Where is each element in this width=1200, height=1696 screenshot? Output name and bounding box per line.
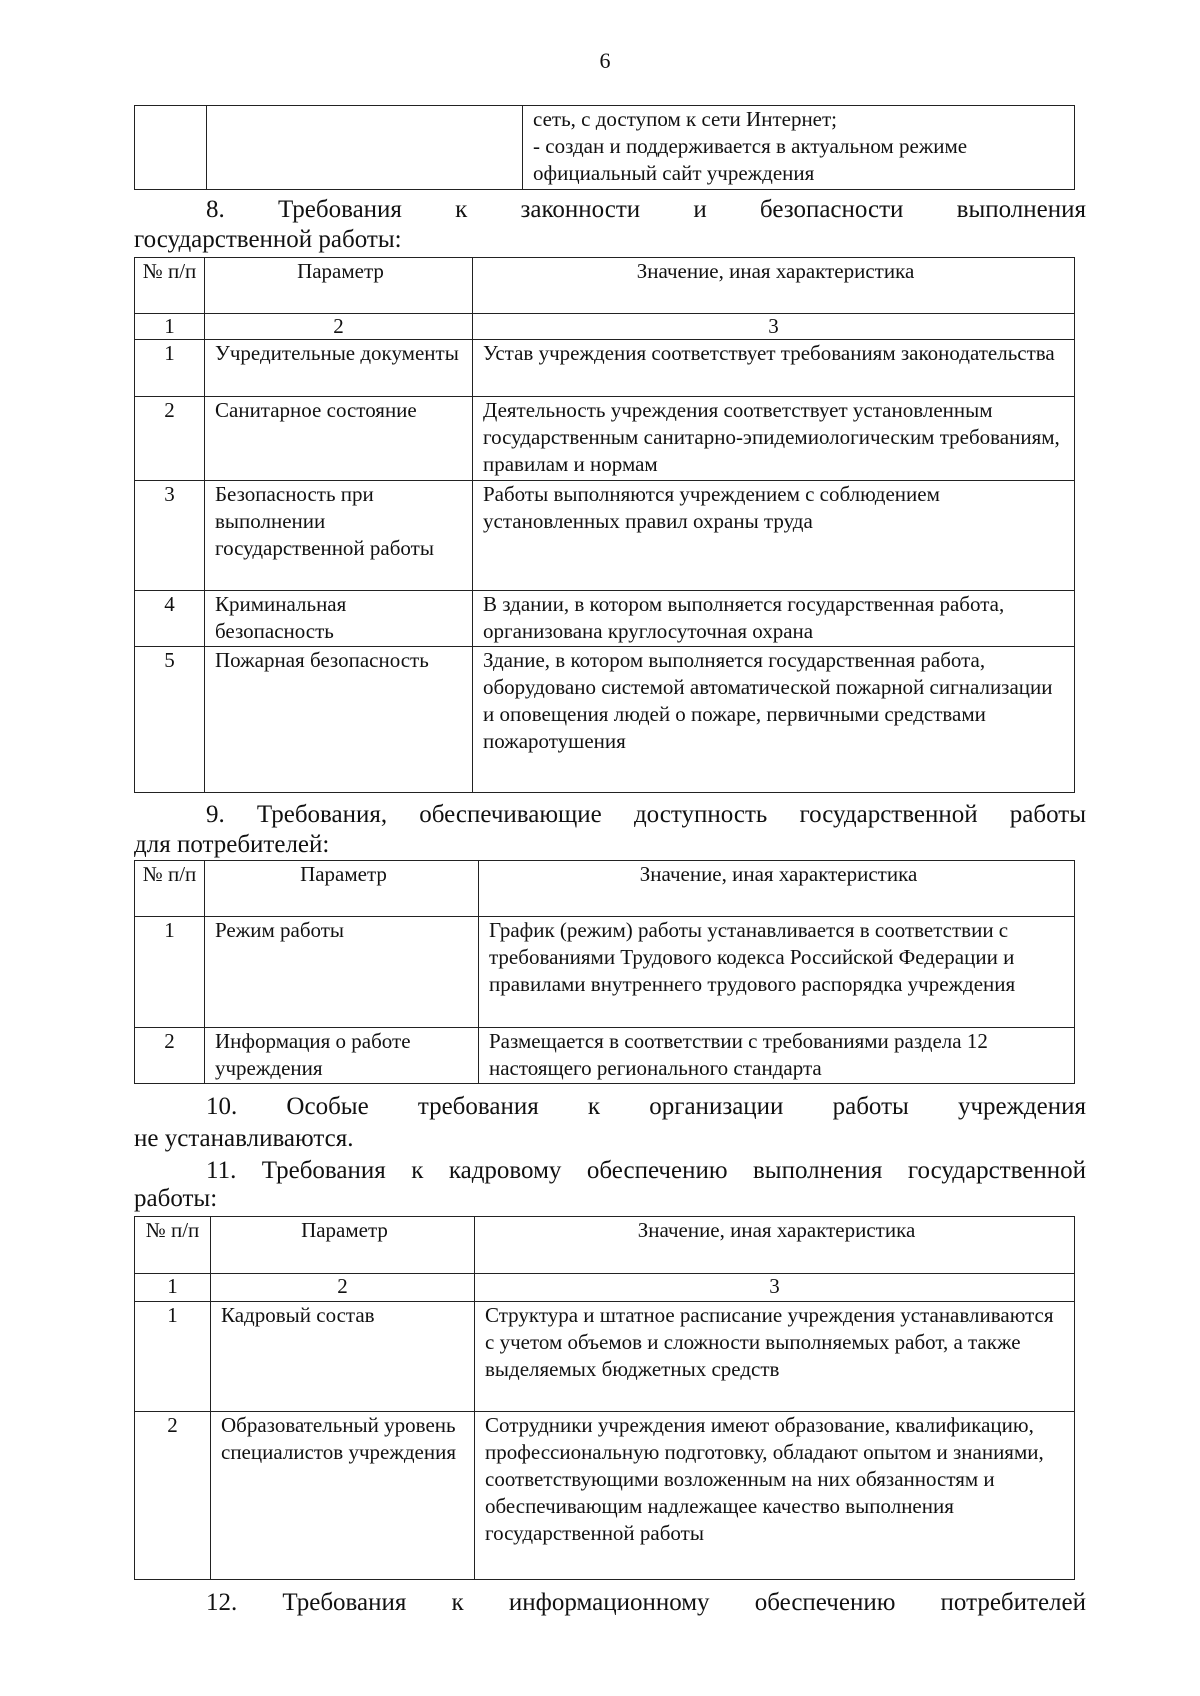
row-number: 5 [135, 647, 205, 793]
column-index: 1 [135, 314, 205, 340]
text-line: сеть, с доступом к сети Интернет; [533, 107, 838, 131]
row-value: В здании, в котором выполняется государственная работа, организована круглосуточная охрана [473, 591, 1075, 647]
table-row [135, 647, 1075, 793]
row-number: 4 [135, 591, 205, 647]
table-row [135, 1412, 1075, 1580]
header-parameter: Параметр [205, 258, 473, 314]
row-value: Деятельность учреждения соответствует установленным государственным санитарно-эпидемиологическим требованиям, правилам и нормам [473, 397, 1075, 481]
header-value: Значение, иная характеристика [473, 258, 1075, 314]
table-row [135, 917, 1075, 1028]
header-number: № п/п [135, 1217, 211, 1274]
row-number: 1 [135, 1302, 211, 1412]
row-parameter: Пожарная безопасность [205, 647, 473, 793]
header-number: № п/п [135, 861, 205, 917]
row-value: Размещается в соответствии с требованиями раздела 12 настоящего регионального стандарта [479, 1028, 1075, 1084]
table-row [135, 1028, 1075, 1084]
page-number: 6 [599, 48, 611, 73]
row-parameter: Кадровый состав [211, 1302, 475, 1412]
table-row [135, 591, 1075, 647]
column-index: 2 [211, 1274, 475, 1302]
row-parameter: Учредительные документы [205, 340, 473, 397]
row-number: 1 [135, 917, 205, 1028]
empty-cell [135, 106, 207, 190]
header-parameter: Параметр [211, 1217, 475, 1274]
table-row [135, 340, 1075, 397]
empty-cell [207, 106, 523, 190]
header-value: Значение, иная характеристика [475, 1217, 1075, 1274]
section-11-heading: 11. Требования к кадровому обеспечению выполнения государственной работы: [134, 1157, 1086, 1212]
row-value: Работы выполняются учреждением с соблюдением установленных правил охраны труда [473, 481, 1075, 591]
row-parameter: Безопасность при выполнении государственной работы [205, 481, 473, 591]
row-value: Структура и штатное расписание учреждения устанавливаются с учетом объемов и сложности выполняемых работ, а также выделяемых бюджетных средств [475, 1302, 1075, 1412]
row-parameter: Информация о работе учреждения [205, 1028, 479, 1084]
row-parameter: Образовательный уровень специалистов учреждения [211, 1412, 475, 1580]
table-row [135, 481, 1075, 591]
section-9-table [134, 860, 1075, 1084]
section-12-heading: 12. Требования к информационному обеспечению потребителей [206, 1589, 1086, 1616]
section-8-heading: 8. Требования к законности и безопасности выполнения государственной работы: [134, 196, 1086, 253]
table-row [135, 397, 1075, 481]
top-continuation-table [134, 105, 1075, 190]
row-value: Здание, в котором выполняется государственная работа, оборудовано системой автоматической пожарной сигнализации и оповещения людей о пожаре, первичными средствами пожаротушения [473, 647, 1075, 793]
header-value: Значение, иная характеристика [479, 861, 1075, 917]
text-line: официальный сайт учреждения [533, 161, 815, 185]
row-parameter: Режим работы [205, 917, 479, 1028]
continuation-cell [523, 106, 1075, 190]
row-number: 2 [135, 1412, 211, 1580]
column-index: 1 [135, 1274, 211, 1302]
row-number: 2 [135, 1028, 205, 1084]
column-index: 3 [475, 1274, 1075, 1302]
row-parameter: Санитарное состояние [205, 397, 473, 481]
section-8-table [134, 257, 1075, 793]
column-index: 3 [473, 314, 1075, 340]
text-line: - создан и поддерживается в актуальном режиме [533, 134, 968, 158]
row-value: Сотрудники учреждения имеют образование, квалификацию, профессиональную подготовку, обладают опытом и знаниями, соответствующими возложенным на них обязанностям и обеспечивающим надлежащее качество выполнения государственной работы [475, 1412, 1075, 1580]
row-value: График (режим) работы устанавливается в соответствии с требованиями Трудового кодекса Российской Федерации и правилами внутреннего трудового распорядка учреждения [479, 917, 1075, 1028]
section-10-paragraph: 10. Особые требования к организации работы учреждения не устанавливаются. [134, 1093, 1086, 1152]
table-row [135, 1302, 1075, 1412]
row-number: 3 [135, 481, 205, 591]
header-number: № п/п [135, 258, 205, 314]
section-11-table [134, 1216, 1075, 1580]
row-number: 1 [135, 340, 205, 397]
row-parameter: Криминальная безопасность [205, 591, 473, 647]
row-value: Устав учреждения соответствует требованиям законодательства [473, 340, 1075, 397]
row-number: 2 [135, 397, 205, 481]
column-index: 2 [205, 314, 473, 340]
header-parameter: Параметр [205, 861, 479, 917]
section-9-heading: 9. Требования, обеспечивающие доступность государственной работы для потребителей: [134, 801, 1086, 858]
